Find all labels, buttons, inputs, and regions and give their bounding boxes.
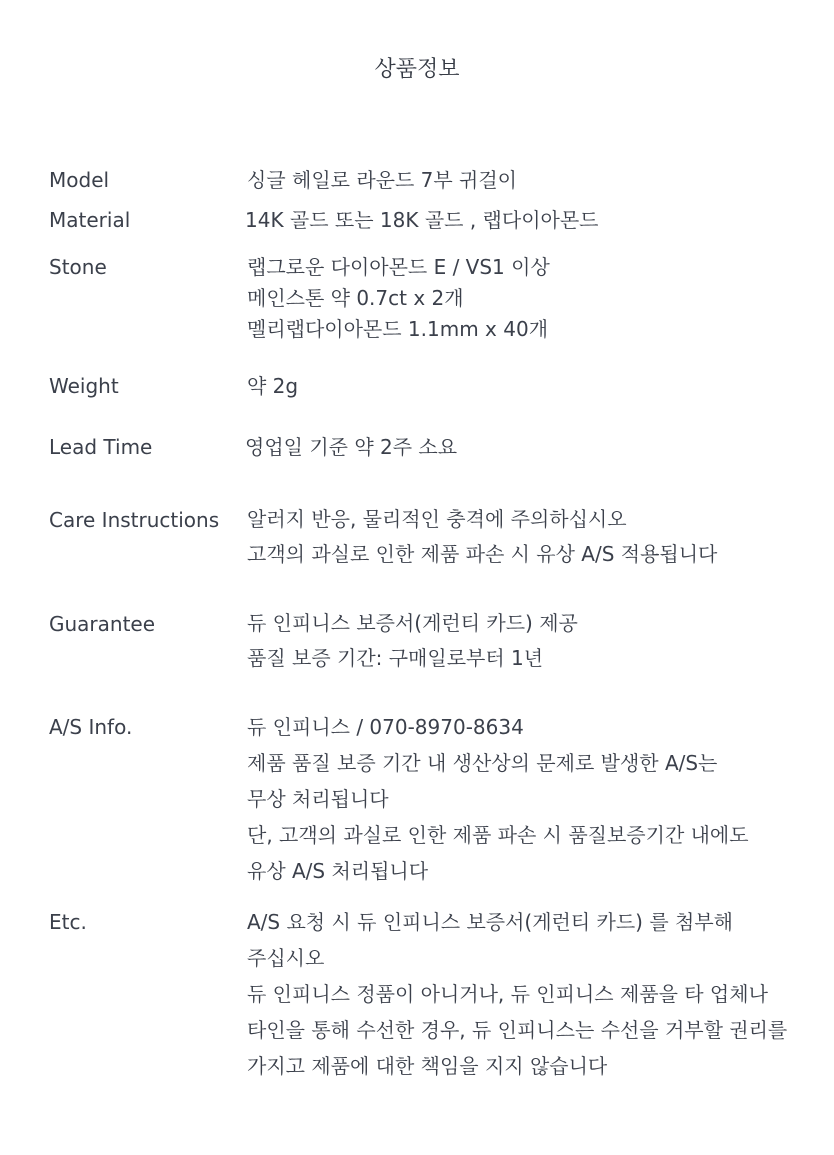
spec-value-line: 무상 처리됩니다 (247, 787, 389, 811)
spec-value-line: 가지고 제품에 대한 책임을 지지 않습니다 (247, 1054, 608, 1078)
spec-value-etc (247, 904, 787, 1084)
spec-value-line: 고객의 과실로 인한 제품 파손 시 유상 A/S 적용됩니다 (247, 542, 718, 566)
spec-value-line: 영업일 기준 약 2주 소요 (245, 435, 458, 459)
spec-label-as-info: A/S Info. (49, 715, 133, 739)
spec-value-line: 랩그로운 다이아몬드 E / VS1 이상 (247, 255, 550, 279)
spec-value-lead-time (245, 435, 457, 459)
spec-value-line: 유상 A/S 처리됩니다 (247, 859, 429, 883)
spec-value-line: 듀 인피니스 보증서(게런티 카드) 제공 (247, 611, 578, 635)
spec-label-lead-time: Lead Time (49, 435, 153, 459)
spec-value-line: 듀 인피니스 / 070-8970-8634 (247, 715, 524, 739)
spec-value-stone (247, 252, 550, 345)
spec-value-guarantee (247, 606, 578, 676)
spec-value-line: 타인을 통해 수선한 경우, 듀 인피니스는 수선을 거부할 권리를 (247, 1018, 788, 1042)
spec-label-stone: Stone (49, 255, 107, 279)
spec-value-weight (247, 374, 298, 398)
spec-value-line: 품질 보증 기간: 구매일로부터 1년 (247, 646, 544, 670)
spec-value-care-instructions (247, 502, 717, 572)
spec-value-line: 14K 골드 또는 18K 골드 , 랩다이아몬드 (245, 208, 599, 232)
spec-value-line: 듀 인피니스 정품이 아니거나, 듀 인피니스 제품을 타 업체나 (247, 982, 768, 1006)
spec-label-guarantee: Guarantee (49, 612, 156, 636)
spec-label-care-instructions: Care Instructions (49, 508, 220, 532)
spec-label-weight: Weight (49, 374, 119, 398)
spec-value-as-info (247, 709, 749, 889)
spec-value-model (247, 168, 517, 192)
spec-label-etc: Etc. (49, 910, 87, 934)
spec-value-line: 약 2g (247, 374, 299, 398)
spec-value-line: 주십시오 (247, 946, 325, 970)
spec-value-line: 제품 품질 보증 기간 내 생산상의 문제로 발생한 A/S는 (247, 751, 718, 775)
spec-value-line: A/S 요청 시 듀 인피니스 보증서(게런티 카드) 를 첨부해 (247, 910, 733, 934)
spec-value-line: 싱글 헤일로 라운드 7부 귀걸이 (247, 168, 517, 192)
spec-value-line: 알러지 반응, 물리적인 충격에 주의하십시오 (247, 507, 627, 531)
spec-value-line: 단, 고객의 과실로 인한 제품 파손 시 품질보증기간 내에도 (247, 823, 749, 847)
spec-label-material: Material (49, 208, 131, 232)
page-title: 상품정보 (374, 57, 460, 82)
spec-value-line: 메인스톤 약 0.7ct x 2개 (247, 286, 464, 310)
spec-value-material (245, 208, 598, 232)
spec-label-model: Model (49, 168, 110, 192)
spec-value-line: 멜리랩다이아몬드 1.1mm x 40개 (247, 317, 549, 341)
